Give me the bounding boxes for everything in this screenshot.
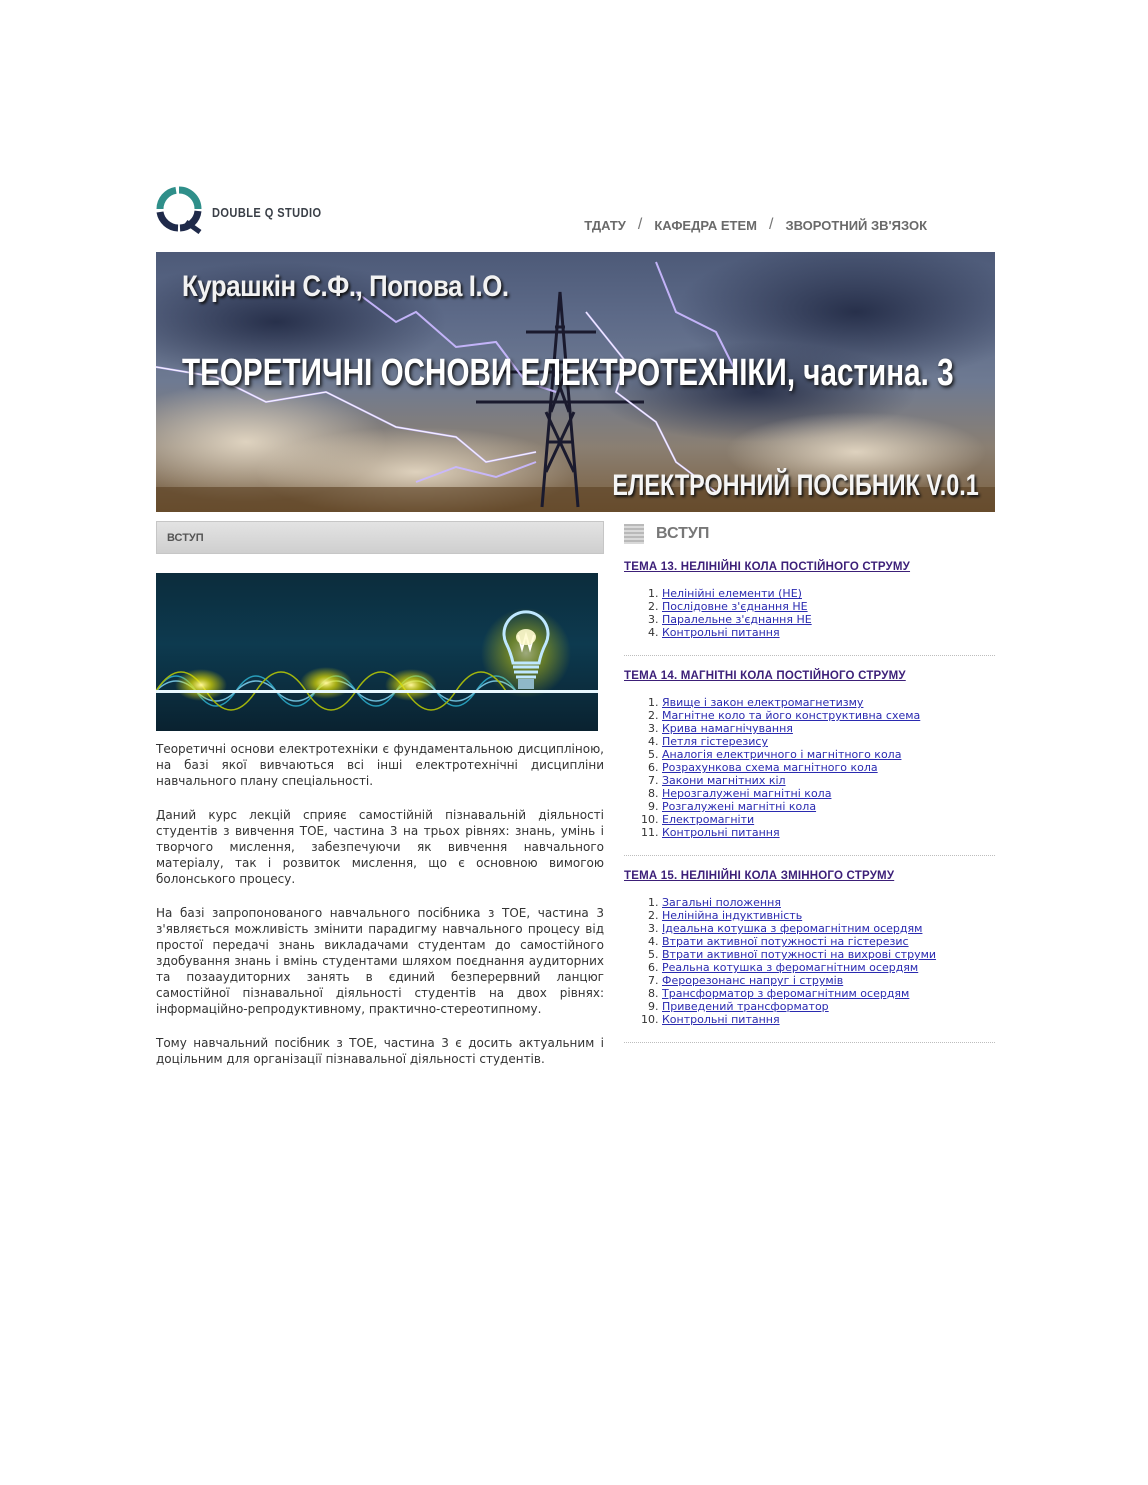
lesson-link[interactable]: Паралельне з'єднання НЕ — [662, 613, 812, 626]
list-item — [662, 800, 995, 813]
lesson-link[interactable]: Нелінійні елементи (НЕ) — [662, 587, 802, 600]
hero-image — [156, 573, 598, 731]
topic-15-title[interactable]: ТЕМА 15. НЕЛІНІЙНІ КОЛА ЗМІННОГО СТРУМУ — [624, 870, 895, 882]
list-item — [662, 722, 995, 735]
divider — [624, 655, 995, 656]
main-content — [156, 521, 604, 1085]
topic-13-lessons — [624, 587, 995, 639]
lesson-link[interactable]: Нелінійна індуктивність — [662, 909, 803, 922]
list-item — [662, 961, 995, 974]
lightbulb-waves-illustration — [156, 573, 598, 731]
lesson-link[interactable]: Контрольні питання — [662, 626, 780, 639]
topic-14-title[interactable]: ТЕМА 14. МАГНІТНІ КОЛА ПОСТІЙНОГО СТРУМУ — [624, 670, 906, 682]
list-item — [662, 787, 995, 800]
list-item — [662, 826, 995, 839]
lesson-link[interactable]: Втрати активної потужності на гістерезис — [662, 935, 909, 948]
lesson-link[interactable]: Ферорезонанс напруг і струмів — [662, 974, 844, 987]
topic-14-lessons — [624, 696, 995, 839]
topic-13-title[interactable]: ТЕМА 13. НЕЛІНІЙНІ КОЛА ПОСТІЙНОГО СТРУМУ — [624, 561, 911, 573]
list-item — [662, 613, 995, 626]
lesson-link[interactable]: Розгалужені магнітні кола — [662, 800, 817, 813]
breadcrumb: ВСТУП — [156, 521, 604, 554]
banner-authors: Курашкін С.Ф., Попова І.О. — [182, 270, 509, 303]
sidebar-heading-title: ВСТУП — [656, 525, 710, 542]
sidebar-heading — [624, 521, 995, 547]
list-item — [662, 626, 995, 639]
lesson-link[interactable]: Контрольні питання — [662, 1013, 780, 1026]
list-item — [662, 935, 995, 948]
lesson-link[interactable]: Втрати активної потужності на вихрові струми — [662, 948, 937, 961]
list-item — [662, 896, 995, 909]
heading-stripes-icon — [624, 524, 644, 544]
contents-sidebar — [624, 521, 995, 1043]
intro-paragraph: На базі запропонованого навчального посібника з ТОЕ, частина 3 з'являється можливість змінити парадигму навчального процесу від простої передачі знань викладачами студентам до самостійного здобування знань і вмінь студентами шляхом поєднання аудиторних та позааудиторних занять в єдиний безперервний ланцюг самостійної пізнавальної діяльності студентів на двох рівнях: інформаційно-репродуктивному, практично-стереотипному. — [156, 906, 604, 1016]
divider — [624, 1042, 995, 1043]
list-item — [662, 709, 995, 722]
intro-paragraph: Тому навчальний посібник з ТОЕ, частина 3 є досить актуальним і доцільним для організації пізнавальної діяльності студентів. — [156, 1036, 604, 1066]
top-nav — [584, 216, 927, 234]
banner-title: ТЕОРЕТИЧНІ ОСНОВИ ЕЛЕКТРОТЕХНІКИ, частина. 3 — [182, 352, 954, 394]
nav-link-tdatu[interactable]: ТДАТУ — [584, 217, 626, 233]
lesson-link[interactable]: Загальні положення — [662, 896, 781, 909]
list-item — [662, 587, 995, 600]
divider — [624, 855, 995, 856]
page — [156, 186, 995, 1066]
lesson-link[interactable]: Нерозгалужені магнітні кола — [662, 787, 832, 800]
list-item — [662, 1000, 995, 1013]
lesson-link[interactable]: Послідовне з'єднання НЕ — [662, 600, 808, 613]
nav-link-feedback[interactable]: ЗВОРОТНИЙ ЗВ'ЯЗОК — [785, 217, 927, 233]
lesson-link[interactable]: Аналогія електричного і магнітного кола — [662, 748, 902, 761]
lesson-link[interactable]: Трансформатор з феромагнітним осердям — [662, 987, 910, 1000]
intro-paragraph: Даний курс лекцій сприяє самостійній пізнавальній діяльності студентів з вивчення ТОЕ, частина 3 на трьох рівнях: знань, умінь і творчого мислення, забезпечуючи як вивчення навчального матеріалу, так і розвиток мислення, що є основною вимогою болонського процесу. — [156, 808, 604, 886]
banner-subtitle: ЕЛЕКТРОННИЙ ПОСІБНИК V.0.1 — [612, 469, 979, 502]
list-item — [662, 922, 995, 935]
list-item — [662, 909, 995, 922]
list-item — [662, 696, 995, 709]
lesson-link[interactable]: Реальна котушка з феромагнітним осердям — [662, 961, 919, 974]
list-item — [662, 735, 995, 748]
lesson-link[interactable]: Закони магнітних кіл — [662, 774, 786, 787]
intro-text — [156, 741, 604, 1067]
lesson-link[interactable]: Електромагніти — [662, 813, 755, 826]
list-item — [662, 748, 995, 761]
lesson-link[interactable]: Петля гістерезису — [662, 735, 768, 748]
logo[interactable] — [156, 186, 341, 234]
list-item — [662, 948, 995, 961]
logo-text: DOUBLE Q STUDIO — [212, 204, 322, 220]
site-header — [156, 186, 995, 246]
list-item — [662, 813, 995, 826]
lesson-link[interactable]: Контрольні питання — [662, 826, 780, 839]
lesson-link[interactable]: Явище і закон електромагнетизму — [662, 696, 864, 709]
lesson-link[interactable]: Приведений трансформатор — [662, 1000, 829, 1013]
list-item — [662, 974, 995, 987]
lesson-link[interactable]: Ідеальна котушка з феромагнітним осердям — [662, 922, 923, 935]
list-item — [662, 1013, 995, 1026]
lesson-link[interactable]: Магнітне коло та його конструктивна схема — [662, 709, 921, 722]
list-item — [662, 774, 995, 787]
lesson-link[interactable]: Крива намагнічування — [662, 722, 793, 735]
banner — [156, 252, 995, 512]
list-item — [662, 761, 995, 774]
topic-15-lessons — [624, 896, 995, 1026]
intro-paragraph: Теоретичні основи електротехніки є фундаментальною дисципліною, на базі якої вивчаються всі інші електротехнічні дисципліни навчального плану спеціальності. — [156, 742, 604, 788]
double-q-logo-icon — [156, 186, 202, 234]
list-item — [662, 987, 995, 1000]
nav-separator: / — [769, 216, 774, 233]
nav-link-department[interactable]: КАФЕДРА ЕТЕМ — [654, 217, 757, 233]
nav-separator: / — [637, 216, 643, 233]
lesson-link[interactable]: Розрахункова схема магнітного кола — [662, 761, 878, 774]
list-item — [662, 600, 995, 613]
